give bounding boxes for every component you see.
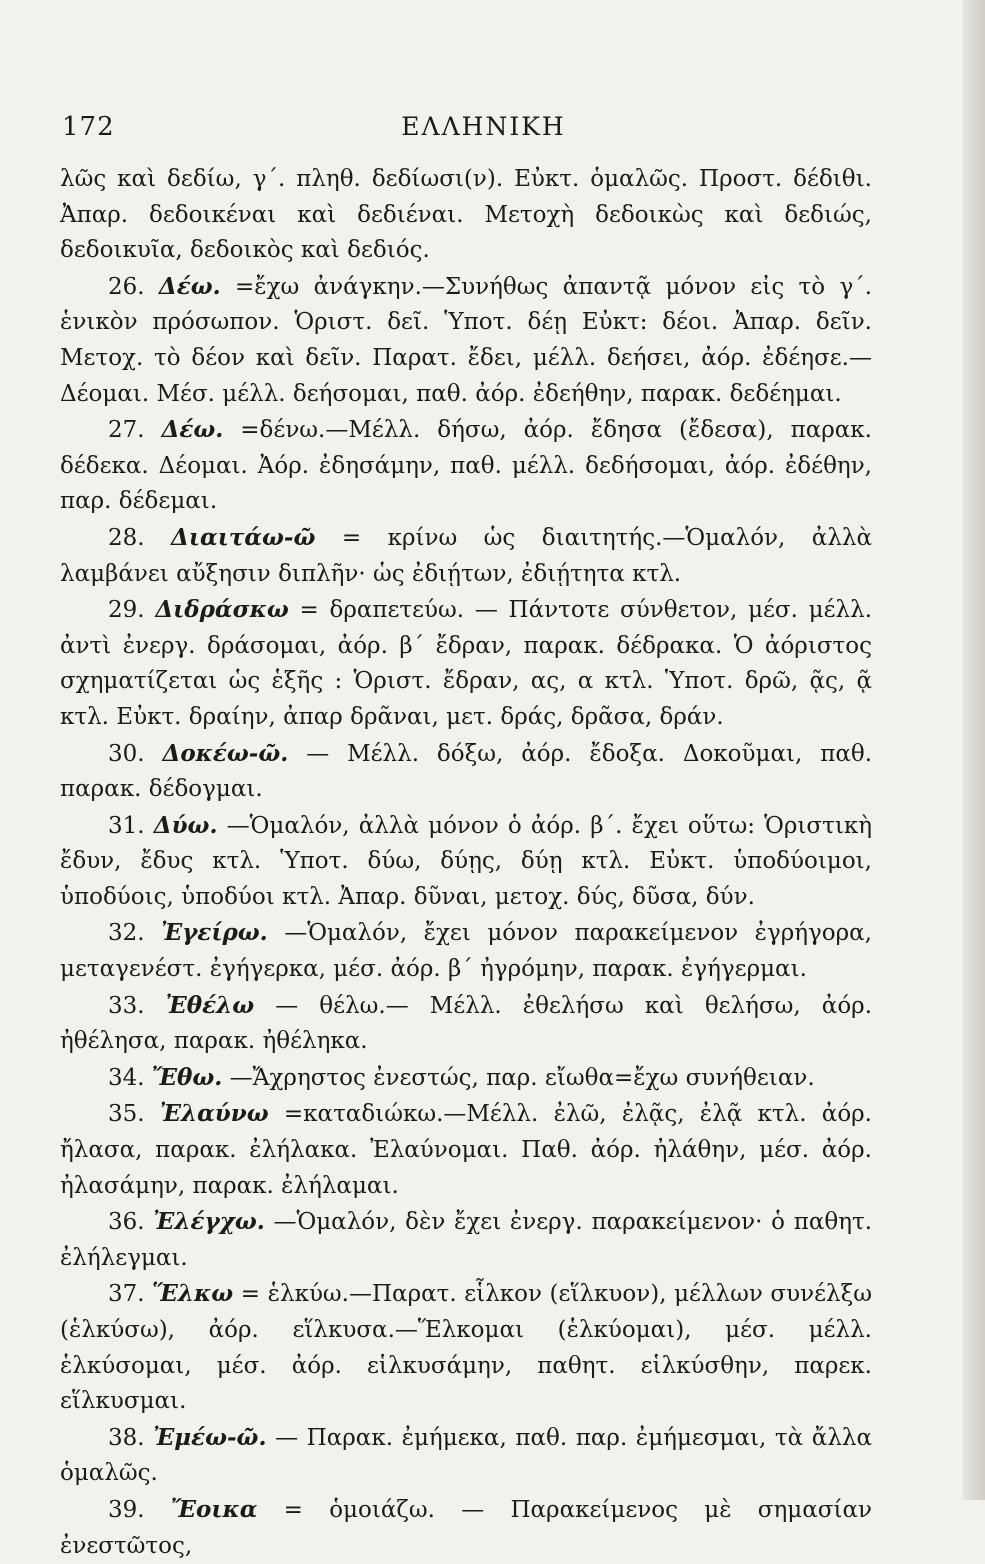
entry-number: 36. (108, 1209, 145, 1236)
entry-headword: Ἐλαύνω (159, 1100, 269, 1128)
entry-number: 31. (108, 812, 145, 839)
entry-text: = ἑλκύω.—Παρατ. εἷλκον (εἵλκυον), μέλλων συνέλξω (ἑλκύσω), ἀόρ. εἵλκυσα.—Ἕλκομαι (ἑλκύομαι), μέσ. μέλλ. ἑλκύσομαι, μέσ. ἀόρ. εἱλκυσάμην, παθητ. εἱλκύσθην, παρεκ. εἵλκυσμαι. (60, 1281, 873, 1415)
entry-number: 35. (108, 1101, 145, 1128)
verb-entry (60, 592, 872, 735)
entry-headword: Διαιτάω-ῶ (171, 523, 316, 551)
verb-entry (60, 808, 872, 916)
entry-headword: Ἐθέλω (165, 991, 255, 1019)
entry-text: — θέλω.— Μέλλ. ἐθελήσω καὶ θελήσω, ἀόρ. ἠθέλησα, παρακ. ἠθέληκα. (60, 992, 873, 1055)
verb-entry (60, 915, 872, 987)
verb-entry (60, 412, 872, 520)
entry-number: 30. (108, 740, 145, 767)
entry-text: =δένω.—Μέλλ. δήσω, ἀόρ. ἔδησα (ἔδεσα), παρακ. δέδεκα. Δέομαι. Ἀόρ. ἐδησάμην, παθ. μέλλ. δεδήσομαι, ἀόρ. ἐδέθην, παρ. δέδεμαι. (60, 417, 872, 515)
entry-number: 34. (108, 1064, 145, 1091)
entry-number: 37. (108, 1281, 145, 1308)
book-title: ΕΛΛΗΝΙΚΗ (401, 112, 566, 141)
entry-text: —Ὁμαλόν, ἀλλὰ μόνον ὁ ἀόρ. β΄. ἔχει οὕτω: Ὁριστικὴ ἔδυν, ἔδυς κτλ. Ὑποτ. δύω, δύῃς, δύῃ κτλ. Εὐκτ. ὑποδύοιμοι, ὑποδύοις, ὑποδύοι κτλ. Ἀπαρ. δῦναι, μετοχ. δύς, δῦσα, δύν. (60, 812, 873, 910)
entry-number: 27. (108, 417, 145, 444)
entry-headword: Ἔοικα (170, 1495, 258, 1523)
entry-text: — Μέλλ. δόξω, ἀόρ. ἔδοξα. Δοκοῦμαι, παθ. παρακ. δέδογμαι. (60, 740, 873, 803)
verb-entry (60, 1492, 872, 1564)
entry-text: =καταδιώκω.—Μέλλ. ἐλῶ, ἐλᾷς, ἐλᾷ κτλ. ἀόρ. ἤλασα, παρακ. ἐλήλακα. Ἐλαύνομαι. Παθ. ἀόρ. ἠλάθην, μέσ. ἀόρ. ἠλασάμην, παρακ. ἐλήλαμαι. (60, 1101, 872, 1199)
entry-headword: Δοκέω-ῶ. (162, 739, 289, 767)
verb-entry (60, 736, 872, 808)
verb-entry (60, 520, 872, 592)
entry-number: 29. (108, 597, 145, 624)
entry-text: —Ὁμαλόν, ἔχει μόνον παρακείμενον ἐγρήγορα, μεταγενέστ. ἐγήγερκα, μέσ. ἀόρ. β΄ ἠγρόμην, παρακ. ἐγήγερμαι. (60, 920, 872, 983)
page-edge (963, 0, 985, 1500)
body-text (60, 162, 872, 1564)
verb-entry (60, 1096, 872, 1204)
continuation-paragraph: λῶς καὶ δεδίω, γ΄. πληθ. δεδίωσι(ν). Εὐκτ. ὁμαλῶς. Προστ. δέδιθι. Ἀπαρ. δεδοικέναι καὶ δεδιέναι. Μετοχὴ δεδοικὼς καὶ δεδιώς, δεδοικυῖα, δεδοικὸς καὶ δεδιός. (60, 166, 872, 264)
verb-entry (60, 988, 872, 1060)
entry-headword: Ἕλκω (152, 1280, 234, 1308)
page-number: 172 (62, 112, 115, 142)
entry-text: =ἔχω ἀνάγκην.—Συνήθως ἀπαντᾷ μόνον εἰς τὸ γ΄. ἑνικὸν πρόσωπον. Ὁριστ. δεῖ. Ὑποτ. δέῃ Εὐκτ: δέοι. Ἀπαρ. δεῖν. Μετοχ. τὸ δέον καὶ δεῖν. Παρατ. ἔδει, μέλλ. δεήσει, ἀόρ. ἐδέησε.—Δέομαι. Μέσ. μέλλ. δεήσομαι, παθ. ἀόρ. ἐδεήθην, παρακ. δεδέημαι. (60, 273, 873, 407)
verb-entry (60, 1204, 872, 1276)
entry-headword: Ἐμέω-ῶ. (153, 1423, 267, 1451)
entry-text: = δραπετεύω. — Πάντοτε σύνθετον, μέσ. μέλλ. ἀντὶ ἐνεργ. δράσομαι, ἀόρ. β΄ ἔδραν, παρακ. δέδρακα. Ὁ ἀόριστος σχηματίζεται ὡς ἑξῆς : Ὁριστ. ἔδραν, ας, α κτλ. Ὑποτ. δρῶ, ᾷς, ᾷ κτλ. Εὐκτ. δραίην, ἀπαρ δρᾶναι, μετ. δράς, δρᾶσα, δράν. (60, 597, 872, 730)
entry-text: — Παρακ. ἐμήμεκα, παθ. παρ. ἐμήμεσμαι, τὰ ἄλλα ὁμαλῶς. (60, 1424, 873, 1487)
verb-entry (60, 1420, 872, 1492)
entry-number: 28. (108, 524, 145, 551)
entry-text: = κρίνω ὡς διαιτητής.—Ὁμαλόν, ἀλλὰ λαμβάνει αὔξησιν διπλῆν· ὡς ἐδιῄτων, ἐδιῄτητα κτλ. (60, 524, 873, 587)
entry-number: 39. (108, 1496, 145, 1523)
verb-entry (60, 1060, 872, 1097)
entry-headword: Ἐλέγχω. (153, 1208, 265, 1236)
entry-headword: Διδράσκω (155, 596, 289, 624)
entry-headword: Δύω. (153, 811, 218, 839)
entry-number: 33. (108, 992, 145, 1019)
entries-list (60, 269, 872, 1564)
running-head (62, 112, 865, 146)
entry-number: 38. (108, 1424, 145, 1451)
entry-headword: Ἐγείρω. (161, 919, 268, 947)
entry-text: —Ὁμαλόν, δὲν ἔχει ἐνεργ. παρακείμενον· ὁ παθητ. ἐλήλεγμαι. (60, 1209, 873, 1271)
verb-entry (60, 269, 872, 412)
entry-number: 26. (108, 273, 145, 300)
entry-text: = ὁμοιάζω. — Παρακείμενος μὲ σημασίαν ἐνεστῶτος, (60, 1496, 872, 1559)
entry-headword: Δέω. (158, 272, 221, 300)
entry-number: 32. (108, 920, 145, 947)
entry-text: —Ἄχρηστος ἐνεστώς, παρ. εἴωθα=ἔχω συνήθειαν. (229, 1064, 815, 1091)
entry-headword: Δέω. (161, 416, 224, 444)
verb-entry (60, 1276, 872, 1419)
entry-headword: Ἔθω. (151, 1063, 223, 1091)
